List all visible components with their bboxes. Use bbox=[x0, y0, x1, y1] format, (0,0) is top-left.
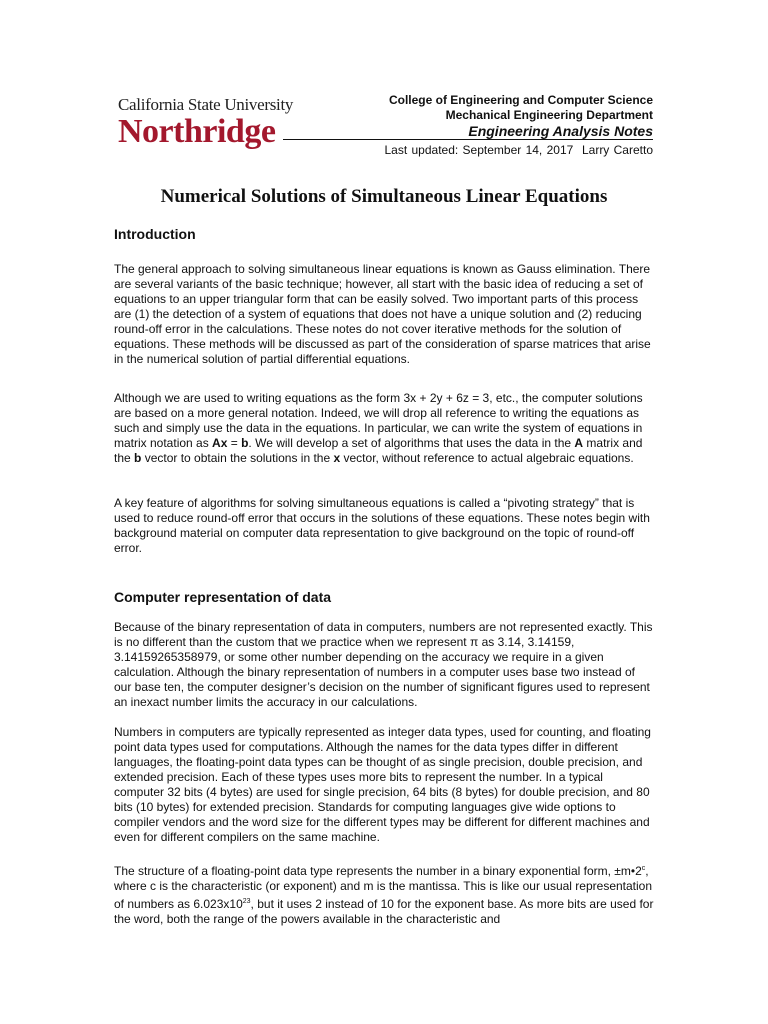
intro-p2-text-c: . We will develop a set of algorithms that uses the data in the bbox=[248, 436, 575, 450]
document-title: Numerical Solutions of Simultaneous Linear Equations bbox=[160, 186, 608, 207]
data-p3-text-a: The structure of a floating-point data type represents the number in a binary exponential form, ±m•2 bbox=[114, 864, 642, 878]
intro-p2-text-a: Although we are used to writing equations as the form 3x + 2y + 6z = 3, etc., the computer solutions are based on a more general notation. Indeed, we will drop all reference to writing the equations as such and simply use the data in the equations. In particular, we can write the system of equations in matrix notation as bbox=[114, 391, 643, 450]
logo-campus-name: Northridge bbox=[118, 113, 276, 150]
intro-p2-text-e: matrix and the bbox=[114, 436, 643, 465]
data-heading-block bbox=[114, 588, 654, 606]
author: Larry Caretto bbox=[581, 143, 653, 157]
intro-paragraph-1: The general approach to solving simultaneous linear equations is known as Gauss elimination. There are several variants of the basic technique; however, all start with the basic idea of reducing a set of equations to an upper triangular form that can be easily solved. Two important parts of this process are (1) the detection of a system of equations that does not have a unique solution and (2) reducing round-off error in the calculations. These notes do not cover iterative methods for the solution of equations. These methods will be discussed as part of the consideration of sparse matrices that arise in the numerical solution of partial differential equations. bbox=[114, 262, 651, 366]
data-paragraph-1-block bbox=[114, 620, 654, 710]
intro-paragraph-2 bbox=[114, 391, 654, 466]
intro-p2-b-vector: b bbox=[134, 451, 142, 465]
intro-paragraph-1-block bbox=[114, 262, 654, 367]
data-p3-sup-23: 23 bbox=[242, 898, 251, 905]
data-paragraph-2-block bbox=[114, 725, 654, 845]
university-logo bbox=[118, 96, 293, 149]
intro-paragraph-3-block bbox=[114, 496, 654, 556]
data-p3-sup-c: c bbox=[641, 865, 646, 872]
intro-p2-x-vector: x bbox=[333, 451, 341, 465]
header-info bbox=[389, 93, 653, 140]
data-paragraph-2: Numbers in computers are typically represented as integer data types, used for counting, and floating point data types used for computations. Although the names for the data types differ in different languages, the floating-point data types can be thought of as single precision, double precision, and extended precision. Each of these types uses more bits to represent the number. In a typical computer 32 bits (4 bytes) are used for single precision, 64 bits (8 bytes) for double precision, and 80 bits (10 bytes) for extended precision. Standards for computing languages give wide options to compiler vendors and the word size for the different types may be different for different machines and even for different compilers on the same machine. bbox=[114, 725, 651, 844]
data-heading: Computer representation of data bbox=[114, 589, 332, 605]
data-p3-text-b: , where c is the characteristic (or exponent) and m is the mantissa. This is like our usual representation of numbers as 6.023x10 bbox=[114, 864, 653, 911]
header-rule bbox=[283, 139, 653, 140]
intro-heading-block bbox=[114, 225, 654, 243]
intro-p2-a-matrix: A bbox=[574, 436, 584, 450]
college-name: College of Engineering and Computer Science bbox=[388, 93, 653, 107]
last-updated: Last updated: September 14, 2017 bbox=[384, 143, 574, 157]
data-paragraph-3 bbox=[114, 861, 654, 927]
intro-paragraph-3: A key feature of algorithms for solving simultaneous equations is called a “pivoting strategy” that is used to reduce round-off error that occurs in the solutions of these equations. These notes begin with background material on computer data representation to give background on the topic of round-off error. bbox=[114, 496, 650, 555]
data-p3-text-c: , but it uses 2 instead of 10 for the exponent base. As more bits are used for the word, both the range of the powers available in the characteristic and bbox=[114, 897, 654, 926]
intro-p2-ax: Ax bbox=[212, 436, 228, 450]
notes-title: Engineering Analysis Notes bbox=[468, 123, 653, 139]
intro-p2-text-i: vector, without reference to actual algebraic equations. bbox=[340, 451, 634, 465]
intro-heading: Introduction bbox=[114, 226, 196, 242]
last-updated-line bbox=[384, 143, 653, 157]
department-name: Mechanical Engineering Department bbox=[445, 108, 653, 122]
intro-p2-b: b bbox=[241, 436, 249, 450]
intro-paragraph-2-block bbox=[114, 391, 654, 466]
data-paragraph-1: Because of the binary representation of data in computers, numbers are not represented exactly. This is no different than the custom that we practice when we represent π as 3.14, 3.14159, 3.14159265358979, or some other number depending on the accuracy we require in a given calculation. Although the binary representation of numbers in a computer uses base two instead of our base ten, the computer designer’s decision on the number of significant figures used to represent an inexact number limits the accuracy in our calculations. bbox=[114, 620, 653, 709]
data-paragraph-3-block bbox=[114, 861, 654, 927]
intro-p2-equals: = bbox=[227, 436, 242, 450]
intro-p2-text-g: vector to obtain the solutions in the bbox=[141, 451, 334, 465]
logo-university-name: California State University bbox=[118, 95, 294, 114]
